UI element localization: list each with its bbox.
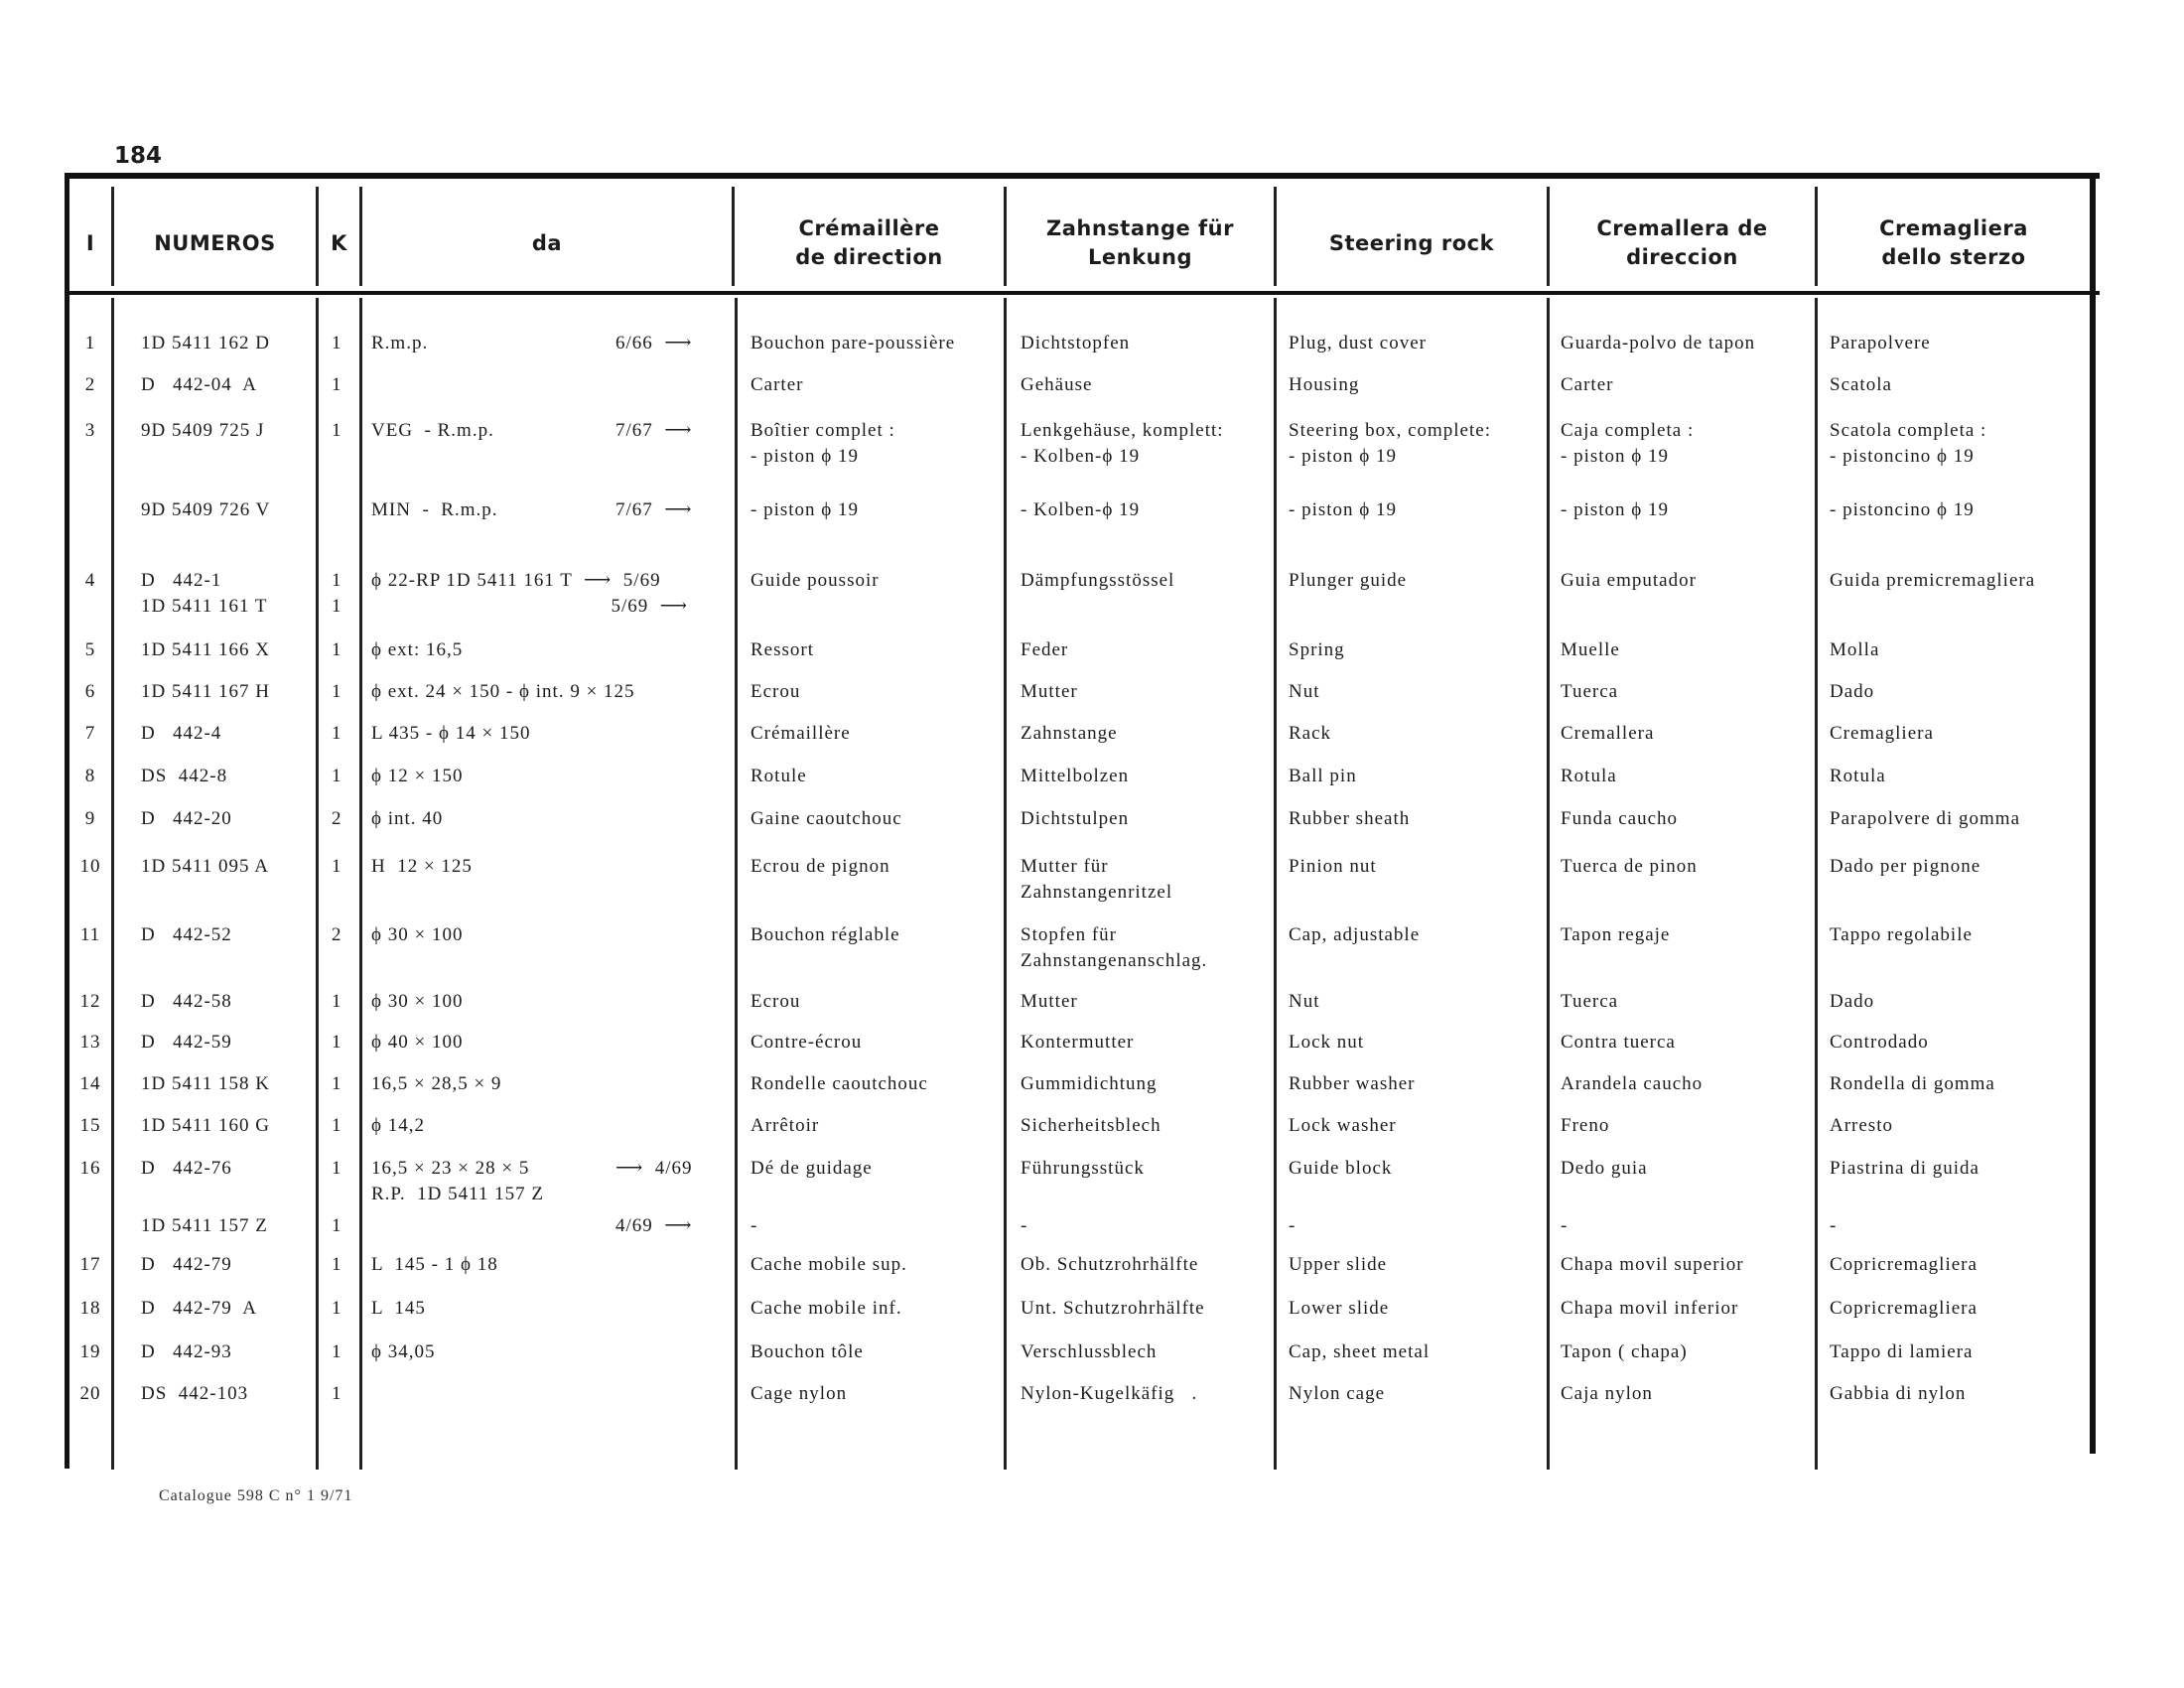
cell-da: L 145: [371, 1298, 426, 1319]
cell-da: 16,5 × 23 × 28 × 5 R.P. 1D 5411 157 Z: [371, 1158, 545, 1204]
cell-num: 1D 5411 166 X: [141, 639, 270, 660]
cell-date: 6/66 ⟶: [615, 333, 693, 353]
cell-k: 1: [332, 856, 342, 877]
cell-da: ϕ 30 × 100: [371, 924, 464, 945]
col-divider: [1815, 298, 1818, 1470]
cell-en: Rubber sheath: [1289, 808, 1411, 829]
cell-date: ⟶ 4/69: [615, 1158, 693, 1179]
cell-es: Funda caucho: [1561, 808, 1679, 829]
cell-es: Caja completa : - piston ϕ 19: [1561, 420, 1695, 467]
col-divider: [316, 298, 319, 1470]
cell-da: 16,5 × 28,5 × 9: [371, 1073, 502, 1094]
cell-es: Tuerca: [1561, 991, 1619, 1012]
cell-fr: - piston ϕ 19: [751, 499, 860, 520]
header-spanish: Cremallera de direccion: [1596, 216, 1768, 269]
cell-en: Rubber washer: [1289, 1073, 1416, 1094]
cell-en: Nylon cage: [1289, 1383, 1386, 1404]
cell-en: Nut: [1289, 681, 1320, 702]
cell-num: DS 442-8: [141, 766, 228, 786]
cell-num: 1D 5411 167 H: [141, 681, 270, 702]
cell-i: 9: [84, 808, 96, 829]
cell-k: 1 1: [332, 570, 342, 617]
cell-it: Copricremagliera: [1830, 1254, 1978, 1275]
cell-fr: Cage nylon: [751, 1383, 848, 1404]
header-italian: Cremagliera dello sterzo: [1879, 216, 2028, 269]
cell-en: Lock nut: [1289, 1032, 1365, 1053]
cell-da: MIN - R.m.p.: [371, 499, 498, 520]
cell-da: H 12 × 125: [371, 856, 473, 877]
cell-en: Nut: [1289, 991, 1320, 1012]
cell-fr: Rotule: [751, 766, 807, 786]
cell-num: D 442-79 A: [141, 1298, 257, 1319]
cell-es: Carter: [1561, 374, 1614, 395]
cell-es: Muelle: [1561, 639, 1620, 660]
cell-da: L 435 - ϕ 14 × 150: [371, 723, 531, 744]
cell-en: Spring: [1289, 639, 1345, 660]
cell-k: 1: [332, 1032, 342, 1053]
cell-de: -: [1021, 1215, 1028, 1236]
cell-num: 1D 5411 162 D: [141, 333, 270, 353]
table-right-border: [2090, 173, 2096, 1454]
cell-it: Molla: [1830, 639, 1880, 660]
col-divider: [735, 298, 738, 1470]
cell-de: Zahnstange: [1021, 723, 1118, 744]
cell-fr: Cache mobile sup.: [751, 1254, 907, 1275]
cell-num: D 442-59: [141, 1032, 232, 1053]
cell-num: 1D 5411 158 K: [141, 1073, 270, 1094]
cell-es: Chapa movil superior: [1561, 1254, 1744, 1275]
cell-k: 1: [332, 1215, 342, 1236]
cell-es: Cremallera: [1561, 723, 1655, 744]
cell-es: Dedo guia: [1561, 1158, 1648, 1179]
cell-k: 1: [332, 333, 342, 353]
cell-it: Gabbia di nylon: [1830, 1383, 1967, 1404]
cell-fr: Rondelle caoutchouc: [751, 1073, 928, 1094]
cell-k: 1: [332, 420, 342, 441]
cell-i: 5: [84, 639, 96, 660]
cell-date: 4/69 ⟶: [615, 1215, 693, 1236]
cell-k: 1: [332, 639, 342, 660]
cell-de: Dämpfungsstössel: [1021, 570, 1175, 591]
cell-k: 1: [332, 1298, 342, 1319]
cell-en: Pinion nut: [1289, 856, 1377, 877]
cell-i: 14: [79, 1073, 101, 1094]
cell-i: 4: [84, 570, 96, 591]
cell-es: Chapa movil inferior: [1561, 1298, 1739, 1319]
cell-da: ϕ 14,2: [371, 1115, 426, 1136]
cell-fr: Bouchon réglable: [751, 924, 900, 945]
cell-k: 1: [332, 1073, 342, 1094]
cell-num: 1D 5411 160 G: [141, 1115, 270, 1136]
cell-es: Arandela caucho: [1561, 1073, 1704, 1094]
cell-fr: Arrêtoir: [751, 1115, 820, 1136]
cell-k: 1: [332, 1341, 342, 1362]
cell-num: D 442-04 A: [141, 374, 257, 395]
cell-en: Plunger guide: [1289, 570, 1408, 591]
cell-fr: Guide poussoir: [751, 570, 880, 591]
cell-es: Tuerca de pinon: [1561, 856, 1698, 877]
cell-de: Stopfen für Zahnstangenanschlag.: [1021, 924, 1208, 971]
cell-it: Rotula: [1830, 766, 1886, 786]
cell-i: 13: [79, 1032, 101, 1053]
cell-i: 16: [79, 1158, 101, 1179]
cell-i: 15: [79, 1115, 101, 1136]
cell-i: 20: [79, 1383, 101, 1404]
header-i: I: [85, 230, 95, 255]
col-divider: [359, 298, 362, 1470]
cell-k: 1: [332, 1254, 342, 1275]
cell-i: 7: [84, 723, 96, 744]
cell-de: Ob. Schutzrohrhälfte: [1021, 1254, 1199, 1275]
cell-fr: Gaine caoutchouc: [751, 808, 902, 829]
table-top-border: [65, 173, 2100, 179]
cell-de: Verschlussblech: [1021, 1341, 1158, 1362]
cell-de: Kontermutter: [1021, 1032, 1135, 1053]
cell-fr: Dé de guidage: [751, 1158, 873, 1179]
cell-de: Führungsstück: [1021, 1158, 1145, 1179]
cell-k: 1: [332, 991, 342, 1012]
cell-i: 10: [79, 856, 101, 877]
cell-i: 12: [79, 991, 101, 1012]
cell-en: - piston ϕ 19: [1289, 499, 1398, 520]
cell-da: ϕ 22-RP 1D 5411 161 T ⟶ 5/69 5/69 ⟶: [371, 570, 689, 617]
cell-de: Mutter: [1021, 681, 1078, 702]
cell-da: ϕ 12 × 150: [371, 766, 464, 786]
cell-es: Contra tuerca: [1561, 1032, 1676, 1053]
cell-i: 6: [84, 681, 96, 702]
cell-it: -: [1830, 1215, 1838, 1236]
cell-num: D 442-20: [141, 808, 232, 829]
cell-de: Lenkgehäuse, komplett: - Kolben-ϕ 19: [1021, 420, 1224, 467]
cell-num: D 442-79: [141, 1254, 232, 1275]
cell-it: Dado: [1830, 681, 1875, 702]
col-divider: [1004, 298, 1007, 1470]
cell-it: Piastrina di guida: [1830, 1158, 1979, 1179]
cell-en: Plug, dust cover: [1289, 333, 1427, 353]
cell-da: L 145 - 1 ϕ 18: [371, 1254, 498, 1275]
cell-num: D 442-1 1D 5411 161 T: [141, 570, 268, 617]
cell-k: 1: [332, 1383, 342, 1404]
cell-num: 9D 5409 725 J: [141, 420, 265, 441]
cell-en: Cap, sheet metal: [1289, 1341, 1431, 1362]
cell-da: ϕ int. 40: [371, 808, 444, 829]
cell-de: Mutter für Zahnstangenritzel: [1021, 856, 1173, 903]
cell-de: Feder: [1021, 639, 1069, 660]
col-divider: [1274, 298, 1277, 1470]
cell-fr: Carter: [751, 374, 804, 395]
cell-it: Dado per pignone: [1830, 856, 1981, 877]
cell-it: Copricremagliera: [1830, 1298, 1978, 1319]
cell-i: 3: [84, 420, 96, 441]
cell-fr: Ecrou de pignon: [751, 856, 890, 877]
cell-it: Controdado: [1830, 1032, 1929, 1053]
cell-de: Unt. Schutzrohrhälfte: [1021, 1298, 1205, 1319]
cell-it: Cremagliera: [1830, 723, 1934, 744]
cell-date: 7/67 ⟶: [615, 499, 693, 520]
cell-de: Sicherheitsblech: [1021, 1115, 1161, 1136]
cell-i: 2: [84, 374, 96, 395]
cell-num: D 442-58: [141, 991, 232, 1012]
cell-da: ϕ ext: 16,5: [371, 639, 464, 660]
cell-it: Arresto: [1830, 1115, 1893, 1136]
cell-fr: Crémaillère: [751, 723, 851, 744]
cell-de: - Kolben-ϕ 19: [1021, 499, 1141, 520]
cell-i: 19: [79, 1341, 101, 1362]
header-english: Steering rock: [1328, 230, 1495, 255]
cell-da: ϕ 40 × 100: [371, 1032, 464, 1053]
cell-num: D 442-52: [141, 924, 232, 945]
cell-num: DS 442-103: [141, 1383, 249, 1404]
catalogue-footer: Catalogue 598 C n° 1 9/71: [159, 1487, 353, 1504]
cell-k: 1: [332, 1115, 342, 1136]
cell-i: 1: [84, 333, 96, 353]
cell-num: 1D 5411 157 Z: [141, 1215, 268, 1236]
cell-k: 1: [332, 1158, 342, 1179]
cell-k: 2: [332, 808, 342, 829]
cell-es: Tapon ( chapa): [1561, 1341, 1688, 1362]
page-number: 184: [114, 143, 163, 169]
cell-de: Mutter: [1021, 991, 1078, 1012]
cell-num: 1D 5411 095 A: [141, 856, 269, 877]
cell-fr: Bouchon pare-poussière: [751, 333, 956, 353]
cell-k: 2: [332, 924, 342, 945]
cell-es: - piston ϕ 19: [1561, 499, 1670, 520]
cell-de: Gummidichtung: [1021, 1073, 1158, 1094]
cell-it: Parapolvere: [1830, 333, 1931, 353]
cell-fr: Ecrou: [751, 991, 801, 1012]
col-divider: [1547, 298, 1550, 1470]
cell-i: 18: [79, 1298, 101, 1319]
cell-es: Caja nylon: [1561, 1383, 1653, 1404]
cell-k: 1: [332, 723, 342, 744]
cell-da: ϕ 30 × 100: [371, 991, 464, 1012]
cell-num: D 442-4: [141, 723, 222, 744]
cell-fr: Cache mobile inf.: [751, 1298, 902, 1319]
cell-da: ϕ 34,05: [371, 1341, 436, 1362]
cell-en: Rack: [1289, 723, 1332, 744]
cell-en: Lower slide: [1289, 1298, 1390, 1319]
header-numeros: NUMEROS: [154, 230, 276, 255]
cell-it: Scatola completa : - pistoncino ϕ 19: [1830, 420, 1987, 467]
cell-de: Mittelbolzen: [1021, 766, 1130, 786]
cell-de: Gehäuse: [1021, 374, 1093, 395]
cell-it: Dado: [1830, 991, 1875, 1012]
col-divider: [111, 298, 114, 1470]
cell-it: - pistoncino ϕ 19: [1830, 499, 1975, 520]
cell-num: D 442-93: [141, 1341, 232, 1362]
cell-it: Rondella di gomma: [1830, 1073, 1995, 1094]
cell-da: ϕ ext. 24 × 150 - ϕ int. 9 × 125: [371, 681, 635, 702]
cell-k: 1: [332, 681, 342, 702]
cell-date: 7/67 ⟶: [615, 420, 693, 441]
cell-es: Guia emputador: [1561, 570, 1697, 591]
cell-da: VEG - R.m.p.: [371, 420, 494, 441]
cell-de: Dichtstulpen: [1021, 808, 1130, 829]
cell-fr: Boîtier complet : - piston ϕ 19: [751, 420, 895, 467]
cell-en: Steering box, complete: - piston ϕ 19: [1289, 420, 1491, 467]
cell-de: Nylon-Kugelkäfig .: [1021, 1383, 1198, 1404]
header-da: da: [531, 230, 563, 255]
cell-k: 1: [332, 374, 342, 395]
cell-en: Guide block: [1289, 1158, 1393, 1179]
header-k: K: [331, 230, 347, 255]
cell-it: Tappo regolabile: [1830, 924, 1973, 945]
cell-en: Ball pin: [1289, 766, 1357, 786]
cell-i: 8: [84, 766, 96, 786]
cell-en: Housing: [1289, 374, 1360, 395]
header-german: Zahnstange für Lenkung: [1046, 216, 1234, 269]
cell-i: 17: [79, 1254, 101, 1275]
cell-num: D 442-76: [141, 1158, 232, 1179]
cell-fr: -: [751, 1215, 758, 1236]
cell-es: Tuerca: [1561, 681, 1619, 702]
cell-en: Cap, adjustable: [1289, 924, 1421, 945]
cell-i: 11: [79, 924, 101, 945]
cell-num: 9D 5409 726 V: [141, 499, 271, 520]
cell-en: Upper slide: [1289, 1254, 1388, 1275]
cell-es: Guarda-polvo de tapon: [1561, 333, 1756, 353]
cell-de: Dichtstopfen: [1021, 333, 1131, 353]
cell-es: -: [1561, 1215, 1569, 1236]
cell-it: Scatola: [1830, 374, 1892, 395]
cell-es: Tapon regaje: [1561, 924, 1671, 945]
cell-fr: Contre-écrou: [751, 1032, 863, 1053]
cell-es: Freno: [1561, 1115, 1610, 1136]
cell-fr: Ecrou: [751, 681, 801, 702]
header-french: Crémaillère de direction: [795, 216, 943, 269]
cell-fr: Bouchon tôle: [751, 1341, 864, 1362]
cell-da: R.m.p.: [371, 333, 429, 353]
cell-k: 1: [332, 766, 342, 786]
cell-en: -: [1289, 1215, 1297, 1236]
header-bottom-border: [65, 291, 2100, 295]
cell-it: Tappo di lamiera: [1830, 1341, 1974, 1362]
cell-it: Parapolvere di gomma: [1830, 808, 2021, 829]
cell-it: Guida premicremagliera: [1830, 570, 2036, 591]
cell-fr: Ressort: [751, 639, 814, 660]
cell-en: Lock washer: [1289, 1115, 1397, 1136]
cell-es: Rotula: [1561, 766, 1617, 786]
